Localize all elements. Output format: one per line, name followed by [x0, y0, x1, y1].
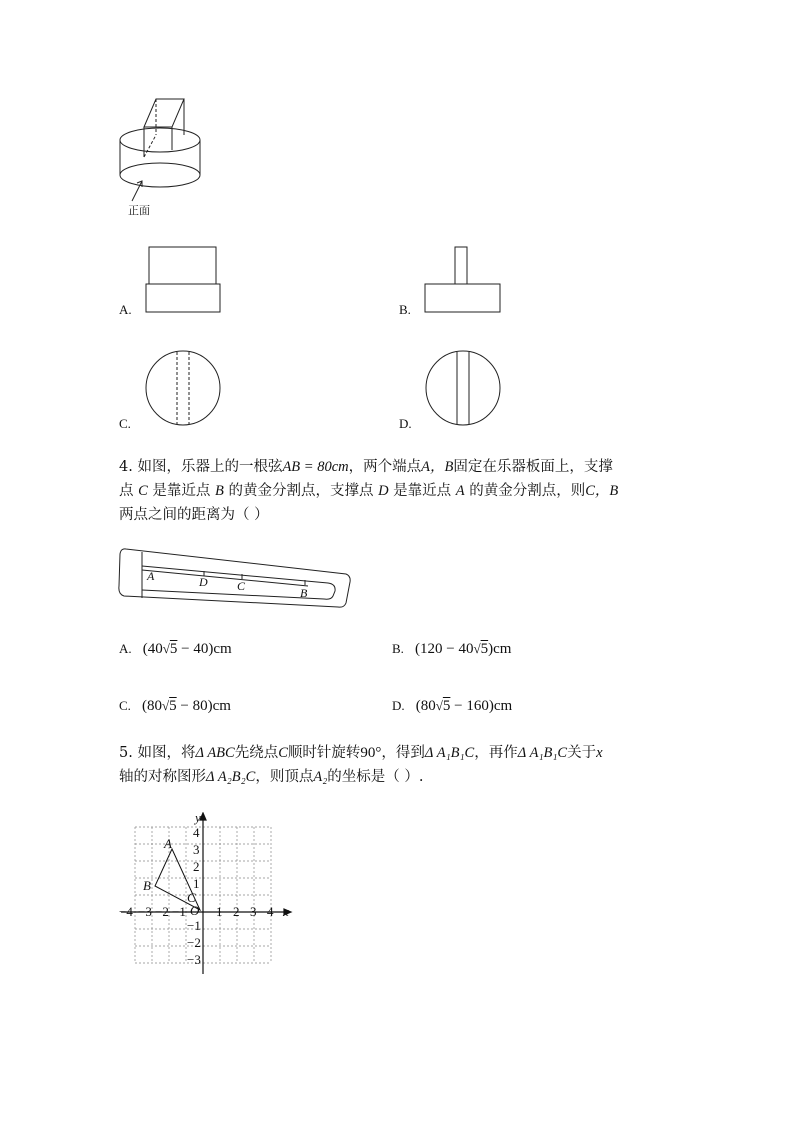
q4-fig-label-c: C: [237, 579, 246, 593]
point-c-label: C: [187, 890, 196, 905]
q3-option-d-figure: [424, 349, 504, 429]
q4-option-b[interactable]: [392, 638, 511, 658]
q5-math: C: [278, 745, 288, 761]
q5-text: ，则顶点: [255, 769, 314, 785]
q4-option-a[interactable]: [119, 638, 232, 658]
q4-math-points: A，B: [421, 459, 454, 475]
q4-option-letter: A.: [119, 641, 132, 656]
q4-question-text: [119, 456, 679, 527]
q3-option-a-figure: [145, 245, 225, 315]
q5-number: 5.: [119, 745, 133, 761]
y-tick: 4: [193, 825, 200, 840]
x-tick: −2: [155, 904, 169, 919]
q5-line-1: [119, 742, 689, 765]
q5-text: 顺时针旋转: [287, 745, 361, 761]
y-tick: 2: [193, 859, 200, 874]
q4-math: B: [215, 483, 224, 499]
q5-math: Δ ABC: [195, 745, 235, 761]
q3-option-c-figure: [144, 349, 224, 429]
q3-option-d-label[interactable]: D.: [399, 416, 412, 431]
x-axis-label: x: [283, 904, 289, 919]
q4-option-root: 5: [442, 698, 451, 714]
q4-option-post: − 160)cm: [450, 698, 513, 714]
q4-math-ab: AB = 80cm: [282, 459, 349, 475]
q5-text: 轴的对称图形: [119, 769, 206, 785]
q4-line-2: [119, 480, 679, 503]
y-tick: −3: [187, 952, 201, 967]
q3-option-b-label[interactable]: B.: [399, 302, 411, 317]
q4-text: 点: [119, 483, 134, 499]
x-tick: 3: [250, 904, 257, 919]
q4-option-root: 5: [169, 641, 178, 657]
q4-text: ，两个端点: [348, 459, 422, 475]
q4-fig-label-a: A: [147, 569, 155, 583]
q4-math: C: [138, 483, 148, 499]
q3-option-c-label[interactable]: C.: [119, 416, 131, 431]
q4-fig-label-b: B: [300, 586, 308, 600]
q4-option-letter: D.: [392, 698, 405, 713]
q4-text: 是靠近点: [152, 483, 211, 499]
q4-option-c[interactable]: [119, 695, 231, 715]
x-tick: 1: [216, 904, 223, 919]
q4-text: 的黄金分割点，支撑点: [228, 483, 374, 499]
y-tick: 1: [193, 876, 200, 891]
q4-text: 固定在乐器板面上，支撑: [453, 459, 613, 475]
q4-text: 是靠近点: [393, 483, 452, 499]
q4-option-post: − 80)cm: [176, 698, 231, 714]
q4-math: C，B: [585, 483, 619, 499]
q4-option-pre: (40: [142, 641, 163, 657]
x-tick: 4: [267, 904, 274, 919]
q5-math: A₂: [313, 769, 328, 785]
point-b-label: B: [143, 878, 151, 893]
q5-math: Δ A₁B₁C: [424, 745, 475, 761]
y-tick: −1: [187, 918, 201, 933]
q5-text: 的坐标是（ ）.: [327, 769, 424, 785]
q5-text: ，再作: [474, 745, 518, 761]
q4-line-3: 两点之间的距离为（ ）: [119, 507, 269, 523]
q4-option-value: (80√5 − 160)cm: [415, 698, 513, 714]
q5-text: 如图，将: [137, 745, 196, 761]
y-tick: 3: [193, 842, 200, 857]
q5-coordinate-grid: [115, 812, 300, 977]
q5-math: 90°: [360, 745, 382, 761]
q4-option-post: )cm: [488, 641, 512, 657]
q5-question-text: [119, 742, 689, 789]
q4-math: D: [378, 483, 389, 499]
origin-label: O: [190, 903, 200, 918]
q4-option-letter: C.: [119, 698, 131, 713]
q5-text: ，得到: [381, 745, 425, 761]
q4-text: 如图，乐器上的一根弦: [137, 459, 283, 475]
y-axis-label: y: [195, 810, 201, 825]
q4-math: A: [455, 483, 465, 499]
front-view-label: 正面: [128, 204, 150, 217]
q4-text: 的黄金分割点，则: [469, 483, 586, 499]
q3-option-b-figure: [424, 245, 504, 315]
q4-option-d[interactable]: [392, 695, 512, 715]
q4-number: 4.: [119, 459, 133, 475]
q5-math: x: [596, 745, 603, 761]
q4-option-letter: B.: [392, 641, 404, 656]
q4-option-root: 5: [169, 698, 177, 714]
q4-line-1: [119, 456, 679, 479]
q4-option-value: (40√5 − 40)cm: [142, 641, 232, 657]
q5-math: Δ A₂B₂C: [206, 769, 256, 785]
y-tick: −2: [187, 935, 201, 950]
x-tick: 2: [233, 904, 240, 919]
q5-text: 关于: [567, 745, 597, 761]
q3-option-a-label[interactable]: A.: [119, 302, 132, 317]
q4-option-pre: (80: [415, 698, 436, 714]
q5-math: Δ A₁B₁C: [517, 745, 568, 761]
x-tick: −1: [172, 904, 186, 919]
q4-option-pre: (120 − 40: [415, 641, 474, 657]
q4-option-root: 5: [480, 641, 489, 657]
q4-option-pre: (80: [142, 698, 163, 714]
point-a-label: A: [164, 836, 172, 851]
x-tick: −3: [138, 904, 152, 919]
q4-option-value: (120 − 40√5)cm: [415, 641, 512, 657]
q4-option-value: (80√5 − 80)cm: [142, 698, 231, 714]
q5-text: 先绕点: [234, 745, 279, 761]
q4-fig-label-d: D: [199, 575, 208, 589]
x-tick: −4: [119, 904, 133, 919]
q5-line-2: [119, 766, 689, 789]
q4-option-post: − 40)cm: [177, 641, 232, 657]
